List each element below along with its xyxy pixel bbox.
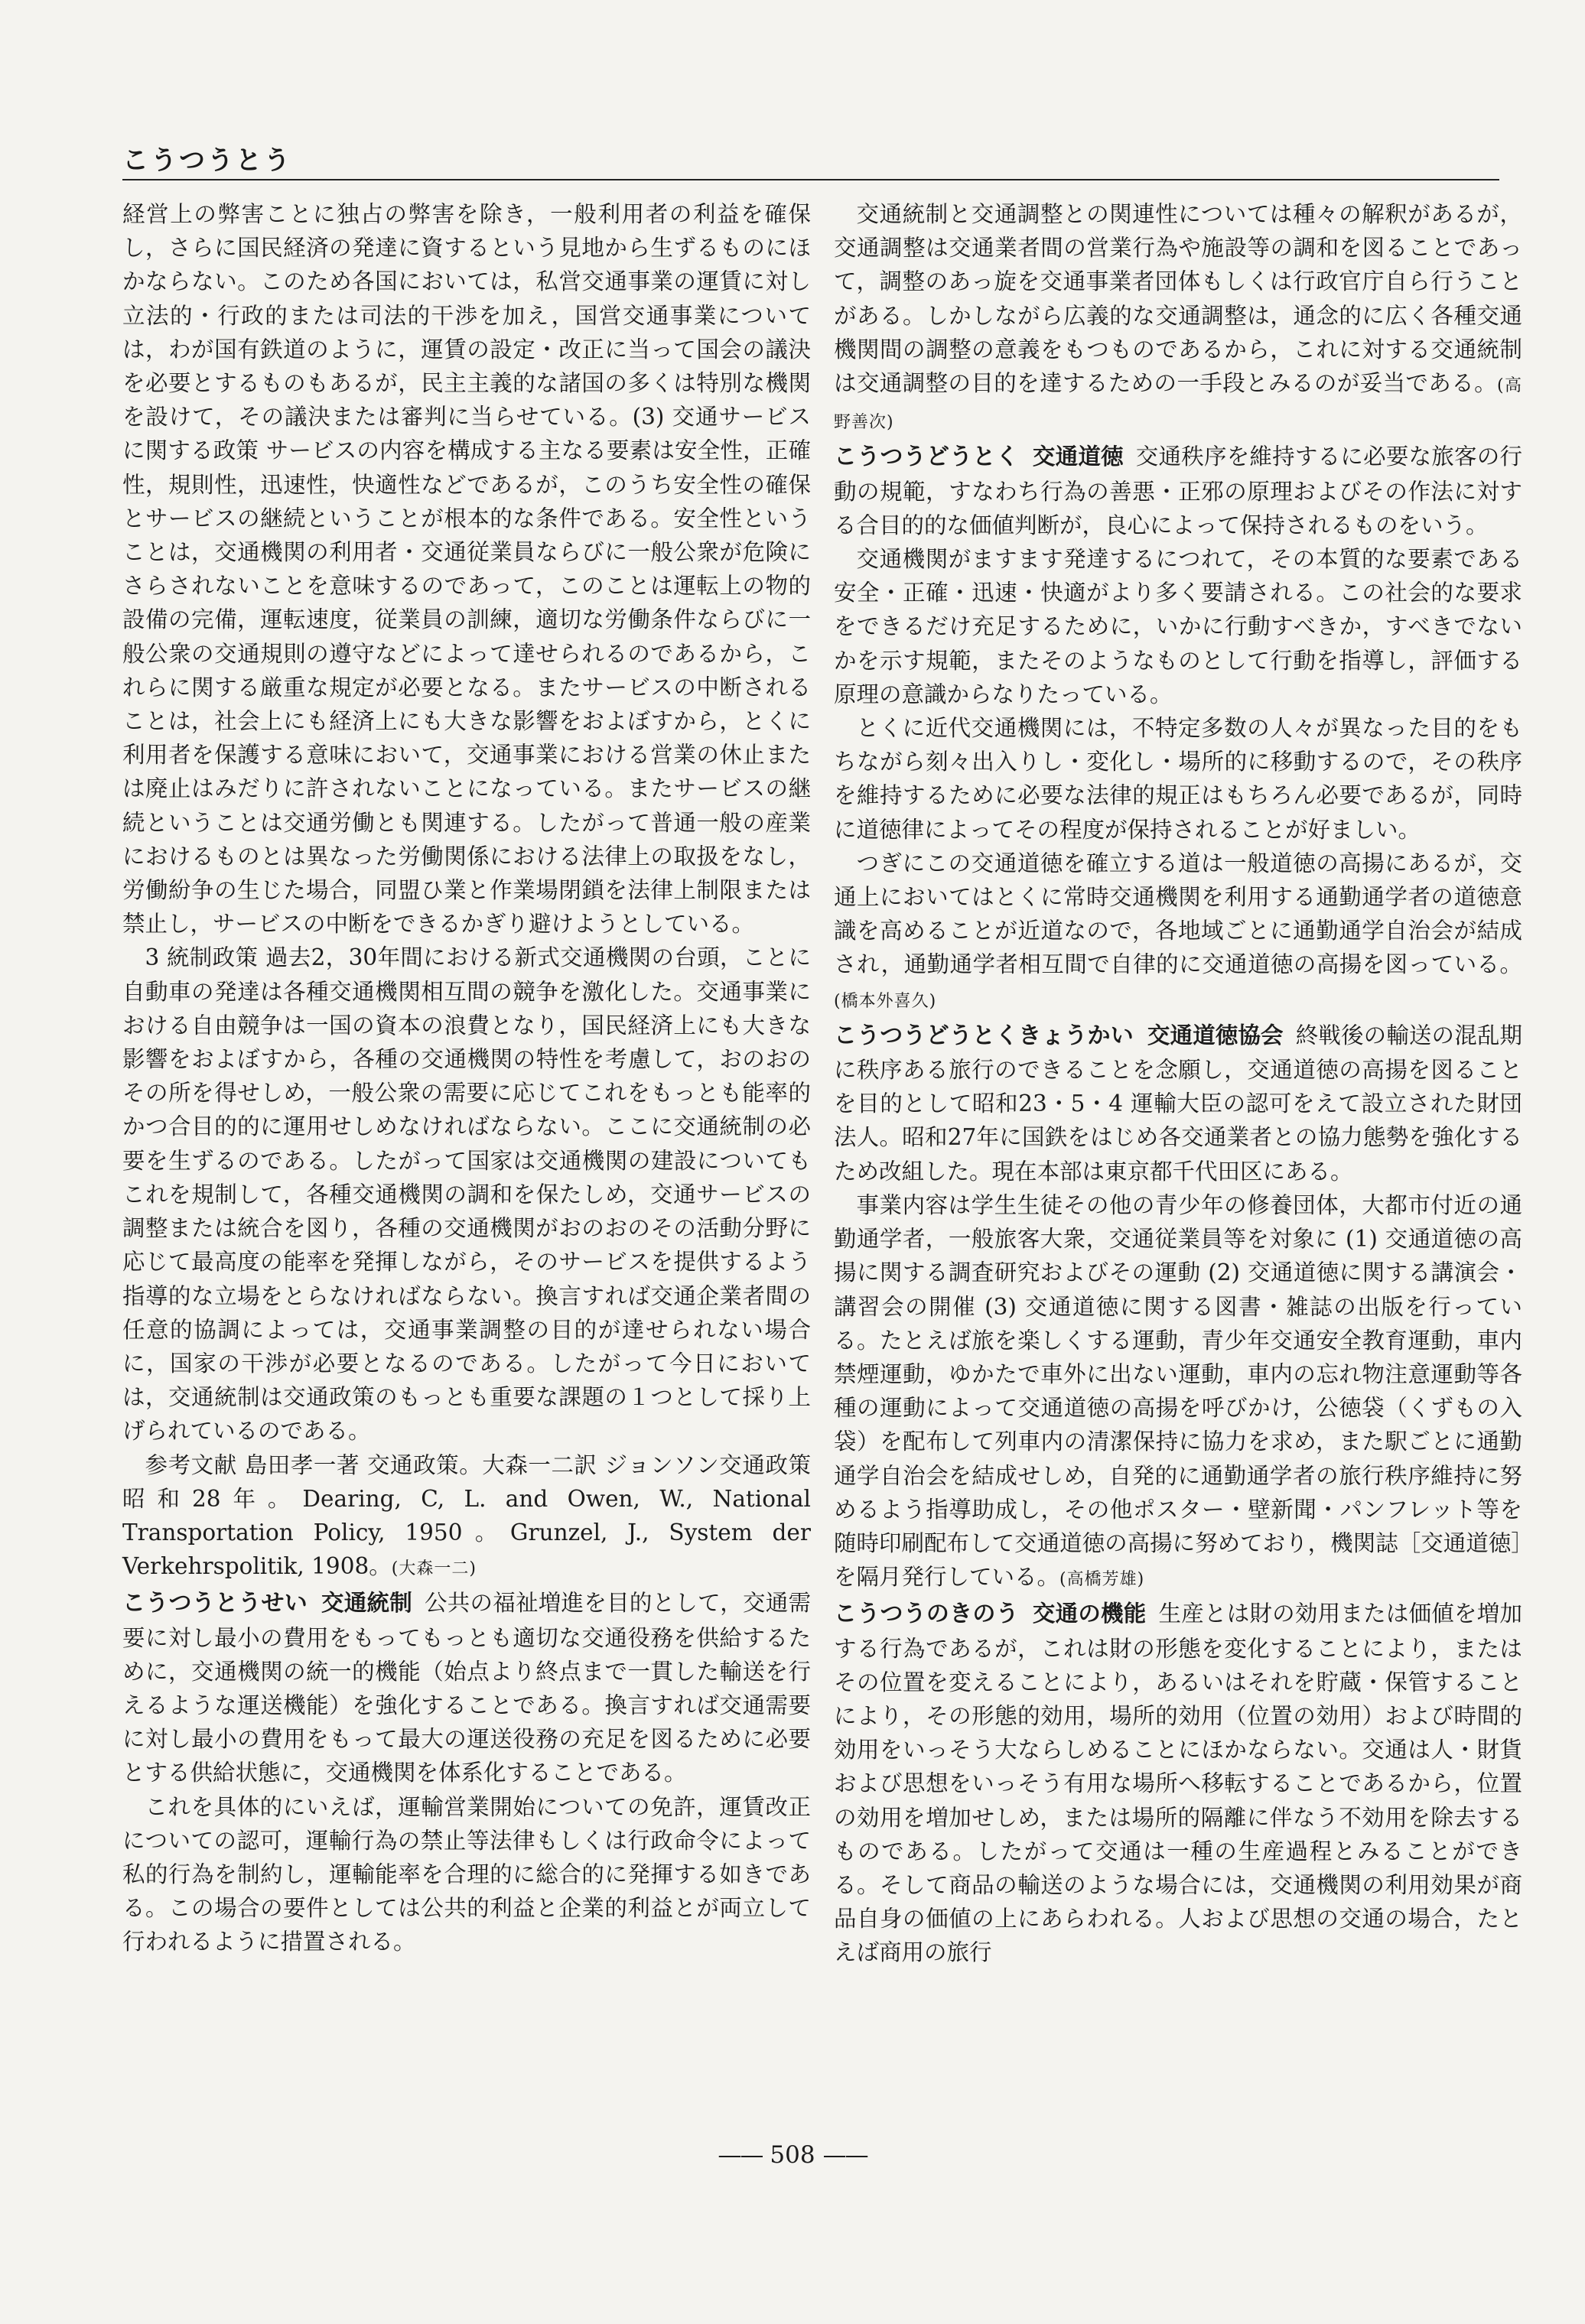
- references: [122, 1448, 811, 1587]
- author-credit: (高橋芳雄): [1059, 1570, 1145, 1590]
- paragraph: とくに近代交通機関には，不特定多数の人々が異なった目的をもちながら刻々出入りし・変化し・場所的に移動するので，その秩序を維持するために必要な法律的規正はもちろん必要であるが，同時に道徳律によってその程度が保持されることが好ましい。: [834, 715, 1522, 843]
- entry-term: 交通統制: [321, 1590, 413, 1617]
- page-footer: [0, 2141, 1585, 2169]
- paragraph: これを具体的にいえば，運輸営業開始についての免許，運賃改正についての認可，運輸行為の禁止等法律もしくは行政命令によって私的行為を制約し，運輸能率を合理的に総合的に発揮する如きである。この場合の要件としては公共的利益と企業的利益とが両立して行われるように措置される。: [122, 1793, 811, 1955]
- header-rule: [122, 179, 1499, 180]
- footer-dash-left: ——: [718, 2141, 763, 2169]
- entry-definition: 交通秩序を維持するに必要な旅客の行動の規範，すなわち行為の善悪・正邪の原理およびその作法に対する合目的的な価値判断が，良心によって保持されるものをいう。: [834, 444, 1522, 538]
- entry-koutsu-no-kinou: [834, 1597, 1522, 1969]
- entry-term: 交通の機能: [1032, 1601, 1147, 1627]
- paragraph: [834, 1188, 1522, 1597]
- paragraph: 交通機関がますます発達するにつれて，その本質的な要素である安全・正確・迅速・快適がより多く要請される。この社会的な要求をできるだけ充足するために，いかに行動すべきか，すべきでないかを示す規範，またそのようなものとして行動を指導し，評価する原理の意識からなりたっている。: [834, 546, 1522, 707]
- left-column: [122, 197, 811, 1959]
- entry-definition: 生産とは財の効用または価値を増加する行為であるが，これは財の形態を変化することにより，またはその位置を変えることにより，あるいはそれを貯蔵・保管することにより，その形態的効用，場所的効用（位置の効用）および時間的効用をいっそう大ならしめることにほかならない。交通は人・財貨および思想をいっそう有用な場所へ移転することであるから，位置の効用を増加せしめ，または場所的隔離に伴なう不効用を除去するものである。したがって交通は一種の生産過程とみることができる。そして商品の輸送のような場合には，交通機関の利用効果が商品自身の価値の上にあらわれる。人および思想の交通の場合，たとえば商用の旅行: [834, 1601, 1522, 1966]
- paragraph-text: 3 統制政策 過去2，30年間における新式交通機関の台頭，ことに自動車の発達は各種交通機関相互間の競争を激化した。交通事業における自由競争は一国の資本の浪費となり，国民経済上にも大きな影響をおよぼすから，各種の交通機関の特性を考慮して，おのおのその所を得せしめ，一般公衆の需要に応じてこれをもっとも能率的かつ合目的的に運用せしめなければならない。ここに交通統制の必要を生ずるのである。したがって国家は交通機関の建設についてもこれを規制して，各種交通機関の調和を保たしめ，交通サービスの調整または統合を図り，各種の交通機関がおのおのその活動分野に応じて最高度の能率を発揮しながら，そのサービスを提供するよう指導的な立場をとらなければならない。換言すれば交通企業者間の任意的協調によっては，交通事業調整の目的が達せられない場合に，国家の干渉が必要となるのである。したがって今日においては，交通統制は交通政策のもっとも重要な課題の１つとして採り上げられているのである。: [122, 944, 811, 1445]
- right-column: [834, 197, 1522, 1970]
- entry-koutsu-tousei: [122, 1586, 811, 1789]
- page-number: 508: [770, 2141, 815, 2169]
- paragraph-text: つぎにこの交通道徳を確立する道は一般道徳の高揚にあるが，交通上においてはとくに常時交通機関を利用する通勤通学者の道徳意識を高めることが近道なので，各地域ごとに通勤通学自治会が結成され，通勤通学者相互間で自律的に交通道徳の高揚を図っている。: [834, 850, 1522, 978]
- entry-koutsu-doutoku: [834, 440, 1522, 542]
- author-credit: (橋本外喜久): [834, 991, 937, 1011]
- author-credit: (高野善次): [834, 376, 1522, 433]
- entry-reading: こうつうどうとくきょうかい: [834, 1022, 1134, 1049]
- entry-definition: 終戦後の輸送の混乱期に秩序ある旅行のできることを念願し，交通道徳の高揚を図ることを目的として昭和23・5・4 運輸大臣の認可をえて設立された財団法人。昭和27年に国鉄をはじめ各交通業者との協力態勢を強化するため改組した。現在本部は東京都千代田区にある。: [834, 1022, 1522, 1185]
- running-head: こうつうとう: [122, 145, 292, 176]
- entry-reading: こうつうとうせい: [122, 1590, 308, 1617]
- paragraph-text: 事業内容は学生生徒その他の青少年の修養団体，大都市付近の通勤通学者，一般旅客大衆，交通従業員等を対象に (1) 交通道徳の高揚に関する調査研究およびその運動 (2) 交通道徳に関する講演会・講習会の開催 (3) 交通道徳に関する図書・雑誌の出版を行っている。たとえば旅を楽しくする運動，青少年交通安全教育運動，車内禁煙運動，ゆかたで車外に出ない運動，車内の忘れ物注意運動等各種の運動によって交通道徳の高揚を呼びかけ，公徳袋（くずもの入袋）を配布して列車内の清潔保持に協力を求め，また駅ごとに通勤通学自治会を結成せしめ，自発的に通勤通学者の旅行秩序維持に努めるよう指導助成し，その他ポスター・壁新聞・パンフレット等を随時印刷配布して交通道徳の高揚に努めており，機関誌［交通道徳］を隔月発行している。: [834, 1191, 1522, 1591]
- paragraph-text: 交通統制と交通調整との関連性については種々の解釈があるが，交通調整は交通業者間の営業行為や施設等の調和を図ることであって，調整のあっ旋を交通事業者団体もしくは行政官庁自ら行うことがある。しかしながら広義的な交通調整は，通念的に広く各種交通機関間の調整の意義をもつものであるから，これに対する交通統制は交通調整の目的を達するための一手段とみるのが妥当である。: [834, 201, 1522, 397]
- paragraph: [834, 197, 1522, 440]
- paragraph: [834, 847, 1522, 1019]
- entry-definition: 公共の福祉増進を目的として，交通需要に対し最小の費用をもってもっとも適切な交通役務を供給するために，交通機関の統一的機能（始点より終点まで一貫した輸送を行えるような運送機能）を強化することである。換言すれば交通需要に対し最小の費用をもって最大の運送役務の充足を図るために必要とする供給状態に，交通機関を体系化することである。: [122, 1590, 811, 1786]
- entry-koutsu-doutoku-kyoukai: [834, 1019, 1522, 1188]
- entry-reading: こうつうのきのう: [834, 1601, 1019, 1628]
- author-credit: (大森一二): [391, 1559, 477, 1579]
- entry-term: 交通道徳: [1032, 444, 1124, 470]
- references-text: 参考文献 島田孝一著 交通政策。大森一二訳 ジョンソン交通政策 昭和28年。Dearing, C, L. and Owen, W., National Transportation Policy, 1950。Grunzel, J., System der Verkehrspolitik, 1908。: [122, 1451, 811, 1580]
- paragraph-control-policy: [122, 941, 811, 1448]
- entry-reading: こうつうどうとく: [834, 444, 1019, 471]
- footer-dash-right: ——: [822, 2141, 867, 2169]
- entry-term: 交通道徳協会: [1147, 1022, 1284, 1048]
- paragraph: 経営上の弊害ことに独占の弊害を除き，一般利用者の利益を確保し，さらに国民経済の発達に資するという見地から生ずるものにほかならない。このため各国においては，私営交通事業の運賃に対し立法的・行政的または司法的干渉を加え，国営交通事業については，わが国有鉄道のように，運賃の設定・改正に当って国会の議決を必要とするものもあるが，民主主義的な諸国の多くは特別な機関を設けて，その議決または審判に当らせている。(3) 交通サービスに関する政策 サービスの内容を構成する主なる要素は安全性，正確性，規則性，迅速性，快適性などであるが，このうち安全性の確保とサービスの継続ということが根本的な条件である。安全性ということは，交通機関の利用者・交通従業員ならびに一般公衆が危険にさらされないことを意味するのであって，このことは運転上の物的設備の完備，運転速度，従業員の訓練，適切な労働条件ならびに一般公衆の交通規則の遵守などによって達せられるのであるから，これらに関する厳重な規定が必要となる。またサービスの中断されることは，社会上にも経済上にも大きな影響をおよぼすから，とくに利用者を保護する意味において，交通事業における営業の休止または廃止はみだりに許されないことになっている。またサービスの継続ということは交通労働とも関連する。したがって普通一般の産業におけるものとは異なった労働関係における法律上の取扱をなし，労働紛争の生じた場合，同盟ひ業と作業場閉鎖を法律上制限または禁止し，サービスの中断をできるかぎり避けようとしている。: [122, 201, 811, 938]
